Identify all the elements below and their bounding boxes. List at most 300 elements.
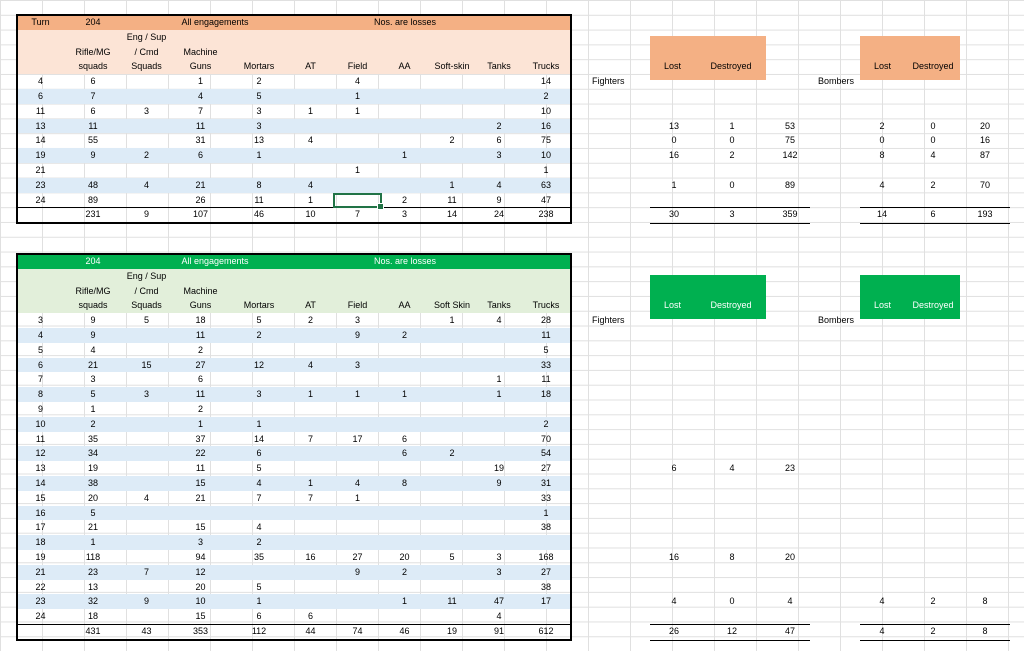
t1-data-cell[interactable]: 63	[540, 179, 551, 190]
t1-data-cell[interactable]: 24	[35, 194, 46, 205]
t2-data-cell[interactable]: 5	[256, 315, 262, 326]
t2-data-cell[interactable]: 27	[540, 463, 551, 474]
t1-data-cell[interactable]: 21	[195, 179, 206, 190]
t1-data-cell[interactable]: 9	[496, 194, 502, 205]
t1-data-cell[interactable]: 13	[253, 135, 264, 146]
t2-total-cell: 91	[493, 626, 504, 636]
t2-data-cell[interactable]: 9	[37, 404, 43, 414]
t2-data-cell[interactable]: 13	[87, 581, 98, 592]
air1-data-cell[interactable]: 4	[879, 179, 885, 190]
t2-data-cell[interactable]: 5	[143, 315, 149, 326]
t1-column-heading: Machine	[183, 46, 218, 57]
t1-data-cell[interactable]: 1	[543, 165, 549, 175]
t2-data-cell[interactable]: 3	[37, 315, 43, 326]
t2-data-cell[interactable]: 4	[143, 492, 149, 503]
t2-data-cell[interactable]: 16	[35, 507, 46, 518]
t2-data-cell[interactable]: 2	[197, 344, 203, 355]
t2-data-cell[interactable]: 12	[253, 359, 264, 370]
t2-column-heading: Guns	[189, 300, 212, 311]
t1-header-cell: Nos. are losses	[373, 17, 437, 27]
t1-data-cell[interactable]: 1	[354, 91, 360, 101]
air2-lost-label: Lost	[663, 300, 681, 311]
air1-total-cell: 359	[782, 209, 798, 220]
air1-data-cell[interactable]: 4	[930, 150, 936, 161]
t2-data-cell[interactable]: 1	[90, 404, 96, 414]
air1-data-cell[interactable]: 1	[729, 120, 735, 131]
t2-data-cell[interactable]: 47	[493, 596, 504, 607]
air1-data-cell[interactable]: 142	[782, 150, 798, 161]
air2-data-cell[interactable]: 8	[729, 552, 735, 562]
t2-data-cell[interactable]: 1	[197, 418, 203, 429]
air1-total-cell: 14	[876, 209, 887, 220]
t1-data-cell[interactable]: 6	[90, 76, 96, 87]
t2-data-cell[interactable]: 31	[540, 478, 551, 488]
t2-data-cell[interactable]: 2	[256, 330, 262, 340]
t2-data-cell[interactable]: 21	[87, 522, 98, 533]
t2-data-cell[interactable]: 17	[540, 596, 551, 607]
air1-data-cell[interactable]: 0	[930, 120, 936, 131]
t2-column-heading: Field	[347, 300, 368, 311]
t2-data-cell[interactable]: 38	[540, 522, 551, 533]
t2-data-cell[interactable]: 7	[307, 433, 313, 444]
t2-data-cell[interactable]: 11	[35, 433, 46, 444]
t2-data-cell[interactable]: 27	[540, 566, 551, 577]
t2-data-cell[interactable]: 2	[90, 418, 96, 429]
air1-data-cell[interactable]: 2	[879, 120, 885, 131]
t1-data-cell[interactable]: 75	[540, 135, 551, 146]
t2-data-cell[interactable]: 3	[496, 552, 502, 562]
t2-data-cell[interactable]: 3	[256, 389, 262, 400]
t2-data-cell[interactable]: 6	[256, 448, 262, 459]
air1-data-cell[interactable]: 2	[729, 150, 735, 161]
t1-data-cell[interactable]: 2	[496, 120, 502, 131]
t1-data-cell[interactable]: 1	[354, 165, 360, 175]
t2-column-heading: Eng / Sup	[126, 270, 167, 281]
t1-data-cell[interactable]: 48	[87, 179, 98, 190]
t1-data-cell[interactable]: 2	[543, 91, 549, 101]
t2-data-cell[interactable]: 11	[195, 463, 206, 474]
t2-data-cell[interactable]: 4	[354, 478, 360, 488]
t1-total-cell: 24	[493, 209, 504, 220]
t2-data-cell[interactable]: 5	[543, 344, 549, 355]
air1-data-cell[interactable]: 2	[930, 179, 936, 190]
air1-total-cell: 193	[977, 209, 993, 220]
air1-data-cell[interactable]: 16	[668, 150, 679, 161]
t2-data-cell[interactable]: 1	[496, 374, 502, 385]
t1-data-cell[interactable]: 55	[87, 135, 98, 146]
t2-column-heading: Trucks	[532, 300, 560, 311]
t1-data-cell[interactable]: 11	[195, 120, 206, 131]
t2-data-cell[interactable]: 3	[496, 566, 502, 577]
t2-data-cell[interactable]: 54	[540, 448, 551, 459]
t2-column-heading: Mortars	[243, 300, 275, 311]
air2-data-cell[interactable]: 4	[729, 463, 735, 474]
t2-data-cell[interactable]: 37	[195, 433, 206, 444]
t1-data-cell[interactable]: 89	[87, 194, 98, 205]
t2-data-cell[interactable]: 1	[496, 389, 502, 400]
air2-data-cell[interactable]: 16	[668, 552, 679, 562]
t2-data-cell[interactable]: 6	[256, 611, 262, 622]
air1-data-cell[interactable]: 70	[979, 179, 990, 190]
t2-total-cell: 353	[192, 626, 209, 636]
t1-header-cell: Turn	[31, 17, 50, 27]
t2-data-cell[interactable]: 23	[35, 596, 46, 607]
t2-data-cell[interactable]: 22	[35, 581, 46, 592]
t2-total-cell: 46	[399, 626, 410, 636]
t2-data-cell[interactable]: 3	[90, 374, 96, 385]
t1-data-cell[interactable]: 19	[35, 150, 46, 161]
air1-data-cell[interactable]: 0	[671, 135, 677, 146]
t1-total-cell: 14	[446, 209, 457, 220]
t1-header-cell: All engagements	[181, 17, 249, 27]
t2-data-cell[interactable]: 2	[543, 418, 549, 429]
t2-data-cell[interactable]: 19	[493, 463, 504, 474]
t2-data-cell[interactable]: 9	[354, 566, 360, 577]
t1-data-cell[interactable]: 14	[540, 76, 551, 87]
air1-data-cell[interactable]: 75	[784, 135, 795, 146]
air1-totals-underline	[860, 223, 1010, 224]
t2-data-cell[interactable]: 5	[256, 463, 262, 474]
t1-column-heading: Soft-skin	[434, 61, 470, 72]
t1-data-cell[interactable]: 26	[195, 194, 206, 205]
t2-data-cell[interactable]: 1	[307, 478, 313, 488]
t2-data-cell[interactable]: 5	[256, 581, 262, 592]
t2-header-cell: Nos. are losses	[373, 256, 437, 266]
t1-total-cell: 10	[305, 209, 316, 220]
t1-data-cell[interactable]: 9	[90, 150, 96, 161]
air1-data-cell[interactable]: 0	[930, 135, 936, 146]
t1-data-cell[interactable]: 6	[37, 91, 43, 101]
t2-data-cell[interactable]: 18	[195, 315, 206, 326]
t2-data-cell[interactable]: 9	[143, 596, 149, 607]
t2-data-cell[interactable]: 38	[87, 478, 98, 488]
t2-data-cell[interactable]: 1	[449, 315, 455, 326]
t2-data-cell[interactable]: 35	[87, 433, 98, 444]
t2-data-cell[interactable]: 15	[195, 611, 206, 622]
t2-data-cell[interactable]: 14	[35, 478, 46, 488]
t2-data-cell[interactable]: 21	[87, 359, 98, 370]
t1-data-cell[interactable]: 4	[143, 179, 149, 190]
t1-data-cell[interactable]: 4	[307, 179, 313, 190]
t2-data-cell[interactable]: 9	[354, 330, 360, 340]
t2-data-cell[interactable]: 6	[37, 359, 43, 370]
t2-data-cell[interactable]: 4	[256, 478, 262, 488]
air1-bombers-label: Bombers	[818, 76, 855, 87]
t2-data-cell[interactable]: 1	[256, 418, 262, 429]
air2-data-cell[interactable]: 4	[671, 596, 677, 607]
t2-column-heading: Tanks	[487, 300, 511, 311]
t2-data-cell[interactable]: 15	[141, 359, 152, 370]
t2-data-cell[interactable]: 1	[256, 596, 262, 607]
t2-column-heading: / Cmd	[134, 285, 159, 296]
t2-data-cell[interactable]: 1	[401, 389, 407, 400]
air1-fighters-label: Fighters	[592, 76, 625, 87]
t2-data-cell[interactable]: 3	[354, 359, 360, 370]
t2-data-cell[interactable]: 21	[35, 566, 46, 577]
air1-data-cell[interactable]: 16	[979, 135, 990, 146]
t2-data-cell[interactable]: 1	[90, 537, 96, 548]
air2-data-cell[interactable]: 4	[787, 596, 793, 607]
t2-data-cell[interactable]: 2	[307, 315, 313, 326]
t1-data-cell[interactable]: 1	[401, 150, 407, 161]
t2-data-cell[interactable]: 7	[37, 374, 43, 385]
t2-data-cell[interactable]: 18	[540, 389, 551, 400]
t1-data-cell[interactable]: 7	[197, 105, 203, 116]
t1-data-cell[interactable]: 6	[496, 135, 502, 146]
air2-total-cell: 47	[784, 626, 795, 636]
t2-data-cell[interactable]: 6	[197, 374, 203, 385]
t2-data-cell[interactable]: 3	[143, 389, 149, 400]
t2-data-cell[interactable]: 4	[37, 330, 43, 340]
t1-column-heading: / Cmd	[134, 46, 159, 57]
t1-data-cell[interactable]: 3	[256, 105, 262, 116]
t2-data-cell[interactable]: 13	[35, 463, 46, 474]
t2-data-cell[interactable]: 10	[195, 596, 206, 607]
air1-data-cell[interactable]: 8	[879, 150, 885, 161]
t2-data-cell[interactable]: 22	[195, 448, 206, 459]
t2-data-cell[interactable]: 15	[195, 478, 206, 488]
t1-data-cell[interactable]: 7	[90, 91, 96, 101]
t2-data-cell[interactable]: 3	[197, 537, 203, 548]
t1-data-cell[interactable]: 1	[449, 179, 455, 190]
t2-data-cell[interactable]: 16	[305, 552, 316, 562]
t2-data-cell[interactable]: 4	[496, 315, 502, 326]
t2-data-cell[interactable]: 3	[354, 315, 360, 326]
air1-destroyed-label: Destroyed	[710, 61, 752, 72]
t2-data-cell[interactable]: 19	[87, 463, 98, 474]
air1-data-cell[interactable]: 89	[784, 179, 795, 190]
t2-data-cell[interactable]: 70	[540, 433, 551, 444]
t1-data-cell[interactable]: 6	[90, 105, 96, 116]
air1-total-cell: 3	[729, 209, 735, 220]
t1-column-heading: squads	[78, 61, 108, 72]
air2-data-cell[interactable]: 20	[784, 552, 795, 562]
t2-data-cell[interactable]: 5	[90, 389, 96, 400]
t2-data-cell[interactable]: 19	[35, 552, 46, 562]
t2-data-cell[interactable]: 118	[85, 552, 101, 562]
t2-data-cell[interactable]: 15	[195, 522, 206, 533]
t1-data-cell[interactable]: 4	[307, 135, 313, 146]
t1-data-cell[interactable]: 4	[197, 91, 203, 101]
t2-column-heading: Squads	[131, 300, 162, 311]
t2-data-cell[interactable]: 12	[195, 566, 206, 577]
t2-data-cell[interactable]: 1	[401, 596, 407, 607]
t2-data-cell[interactable]: 18	[35, 537, 46, 548]
t2-data-cell[interactable]: 8	[37, 389, 43, 400]
t1-data-cell[interactable]: 1	[307, 105, 313, 116]
air2-total-cell: 12	[726, 626, 737, 636]
air1-data-cell[interactable]: 53	[784, 120, 795, 131]
air1-data-cell[interactable]: 1	[671, 179, 677, 190]
t1-total-cell: 238	[538, 209, 554, 220]
air2-totals-underline	[860, 640, 1010, 641]
t2-data-cell[interactable]: 27	[352, 552, 363, 562]
t2-data-cell[interactable]: 4	[496, 611, 502, 622]
t2-data-cell[interactable]: 27	[195, 359, 206, 370]
air2-total-cell: 8	[982, 626, 988, 636]
t2-data-cell[interactable]: 6	[401, 448, 407, 459]
t1-column-heading: AT	[305, 61, 316, 72]
t1-data-cell[interactable]: 31	[195, 135, 206, 146]
t2-data-cell[interactable]: 11	[541, 330, 551, 340]
air2-data-cell[interactable]: 0	[729, 596, 735, 607]
t2-data-cell[interactable]: 15	[35, 492, 46, 503]
t2-data-cell[interactable]: 1	[307, 389, 313, 400]
t1-total-cell: 3	[401, 209, 407, 220]
t1-total-cell: 7	[354, 209, 360, 220]
t2-data-cell[interactable]: 33	[540, 492, 551, 503]
t2-total-cell: 112	[251, 626, 267, 636]
air2-total-cell: 2	[930, 626, 936, 636]
t2-data-cell[interactable]: 5	[37, 344, 43, 355]
t2-data-cell[interactable]: 9	[90, 315, 96, 326]
air2-data-cell[interactable]: 8	[982, 596, 988, 607]
t1-data-cell[interactable]: 2	[143, 150, 149, 161]
t1-total-cell: 46	[253, 209, 264, 220]
t1-data-cell[interactable]: 1	[256, 150, 262, 161]
t2-data-cell[interactable]: 8	[401, 478, 407, 488]
t2-data-cell[interactable]: 6	[401, 433, 407, 444]
t2-data-cell[interactable]: 94	[195, 552, 206, 562]
t2-column-heading: AA	[398, 300, 411, 311]
t2-data-cell[interactable]: 4	[256, 522, 262, 533]
t1-data-cell[interactable]: 3	[143, 105, 149, 116]
t1-data-cell[interactable]: 11	[447, 194, 457, 205]
air1-data-cell[interactable]: 87	[979, 150, 990, 161]
t2-data-cell[interactable]: 5	[449, 552, 455, 562]
t2-data-cell[interactable]: 7	[307, 492, 313, 503]
t2-data-cell[interactable]: 168	[538, 552, 554, 562]
t1-data-cell[interactable]: 5	[256, 91, 262, 101]
t2-data-cell[interactable]: 2	[449, 448, 455, 459]
t2-data-cell[interactable]: 24	[35, 611, 46, 622]
t1-data-cell[interactable]: 1	[197, 76, 203, 87]
air2-data-cell[interactable]: 4	[879, 596, 885, 607]
t2-data-cell[interactable]: 5	[90, 507, 96, 518]
t1-column-heading: Field	[347, 61, 368, 72]
t2-data-cell[interactable]: 28	[540, 315, 551, 326]
t2-data-cell[interactable]: 2	[197, 404, 203, 414]
t1-data-cell[interactable]: 10	[540, 105, 551, 116]
air1-total-cell: 6	[930, 209, 936, 220]
air2-data-cell[interactable]: 2	[930, 596, 936, 607]
t1-data-cell[interactable]: 2	[256, 76, 262, 87]
t2-data-cell[interactable]: 20	[195, 581, 206, 592]
t2-data-cell[interactable]: 2	[401, 566, 407, 577]
t1-data-cell[interactable]: 13	[35, 120, 46, 131]
t2-data-cell[interactable]: 7	[256, 492, 262, 503]
t1-data-cell[interactable]: 1	[354, 105, 360, 116]
t1-data-cell[interactable]: 6	[197, 150, 203, 161]
t2-data-cell[interactable]: 10	[35, 418, 46, 429]
t1-column-heading: Mortars	[243, 61, 275, 72]
t2-data-cell[interactable]: 11	[195, 389, 206, 400]
air1-data-cell[interactable]: 0	[879, 135, 885, 146]
t2-data-cell[interactable]: 4	[307, 359, 313, 370]
t1-column-heading: Guns	[189, 61, 212, 72]
t2-column-heading: Soft Skin	[433, 300, 471, 311]
t2-data-cell[interactable]: 17	[352, 433, 363, 444]
t1-data-cell[interactable]: 47	[540, 194, 551, 205]
air2-total-cell: 26	[668, 626, 679, 636]
air1-data-cell[interactable]: 0	[729, 135, 735, 146]
t1-column-heading: AA	[398, 61, 411, 72]
air2-data-cell[interactable]: 6	[671, 463, 677, 474]
t2-data-cell[interactable]: 1	[354, 492, 360, 503]
t2-data-cell[interactable]: 11	[447, 596, 457, 607]
t2-data-cell[interactable]: 20	[87, 492, 98, 503]
t2-data-cell[interactable]: 2	[256, 537, 262, 548]
t1-data-cell[interactable]: 21	[35, 165, 46, 175]
air1-data-cell[interactable]: 13	[668, 120, 679, 131]
t2-data-cell[interactable]: 2	[401, 330, 407, 340]
t1-data-cell[interactable]: 4	[496, 179, 502, 190]
t1-data-cell[interactable]: 11	[88, 120, 98, 131]
t1-data-cell[interactable]: 2	[449, 135, 455, 146]
t2-data-cell[interactable]: 4	[90, 344, 96, 355]
t2-data-cell[interactable]: 34	[87, 448, 98, 459]
t2-data-cell[interactable]: 9	[90, 330, 96, 340]
t2-data-cell[interactable]: 6	[307, 611, 313, 622]
t2-data-cell[interactable]: 17	[35, 522, 46, 533]
t2-data-cell[interactable]: 9	[496, 478, 502, 488]
t2-data-cell[interactable]: 7	[143, 566, 149, 577]
t1-column-heading: Rifle/MG	[75, 46, 111, 57]
t1-data-cell[interactable]: 11	[35, 105, 46, 116]
t2-column-heading: squads	[78, 300, 108, 311]
t2-data-cell[interactable]: 14	[253, 433, 264, 444]
t2-data-cell[interactable]: 11	[195, 330, 206, 340]
t2-data-cell[interactable]: 20	[399, 552, 410, 562]
t2-column-heading: AT	[305, 300, 316, 311]
t2-data-cell[interactable]: 32	[87, 596, 98, 607]
t1-total-cell: 9	[143, 209, 149, 220]
air2-destroyed-label: Destroyed	[912, 300, 954, 311]
t2-data-cell[interactable]: 23	[87, 566, 98, 577]
t1-data-cell[interactable]: 4	[37, 76, 43, 87]
t2-data-cell[interactable]: 21	[195, 492, 206, 503]
air1-data-cell[interactable]: 20	[979, 120, 990, 131]
t1-column-heading: Squads	[131, 61, 162, 72]
t2-data-cell[interactable]: 12	[35, 448, 46, 459]
t2-total-cell: 612	[538, 626, 554, 636]
t1-data-cell[interactable]: 1	[307, 194, 313, 205]
selected-cell[interactable]	[333, 193, 382, 209]
t2-data-cell[interactable]: 1	[543, 507, 549, 518]
t2-data-cell[interactable]: 38	[540, 581, 551, 592]
t1-data-cell[interactable]: 4	[354, 76, 360, 87]
t2-data-cell[interactable]: 1	[354, 389, 360, 400]
air2-totals-underline	[650, 640, 810, 641]
t1-data-cell[interactable]: 10	[540, 150, 551, 161]
t1-data-cell[interactable]: 23	[35, 179, 46, 190]
t1-data-cell[interactable]: 14	[35, 135, 46, 146]
t1-data-cell[interactable]: 3	[496, 150, 502, 161]
t1-data-cell[interactable]: 16	[540, 120, 551, 131]
air2-destroyed-label: Destroyed	[710, 300, 752, 311]
t2-data-cell[interactable]: 35	[253, 552, 264, 562]
t1-data-cell[interactable]: 3	[256, 120, 262, 131]
air2-data-cell[interactable]: 23	[784, 463, 795, 474]
t2-data-cell[interactable]: 11	[541, 374, 551, 385]
air1-data-cell[interactable]: 0	[729, 179, 735, 190]
t1-data-cell[interactable]: 11	[254, 194, 264, 205]
t2-data-cell[interactable]: 33	[540, 359, 551, 370]
t2-data-cell[interactable]: 18	[87, 611, 98, 622]
t2-header-cell: All engagements	[181, 256, 249, 266]
t1-data-cell[interactable]: 2	[401, 194, 407, 205]
t1-data-cell[interactable]: 8	[256, 179, 262, 190]
